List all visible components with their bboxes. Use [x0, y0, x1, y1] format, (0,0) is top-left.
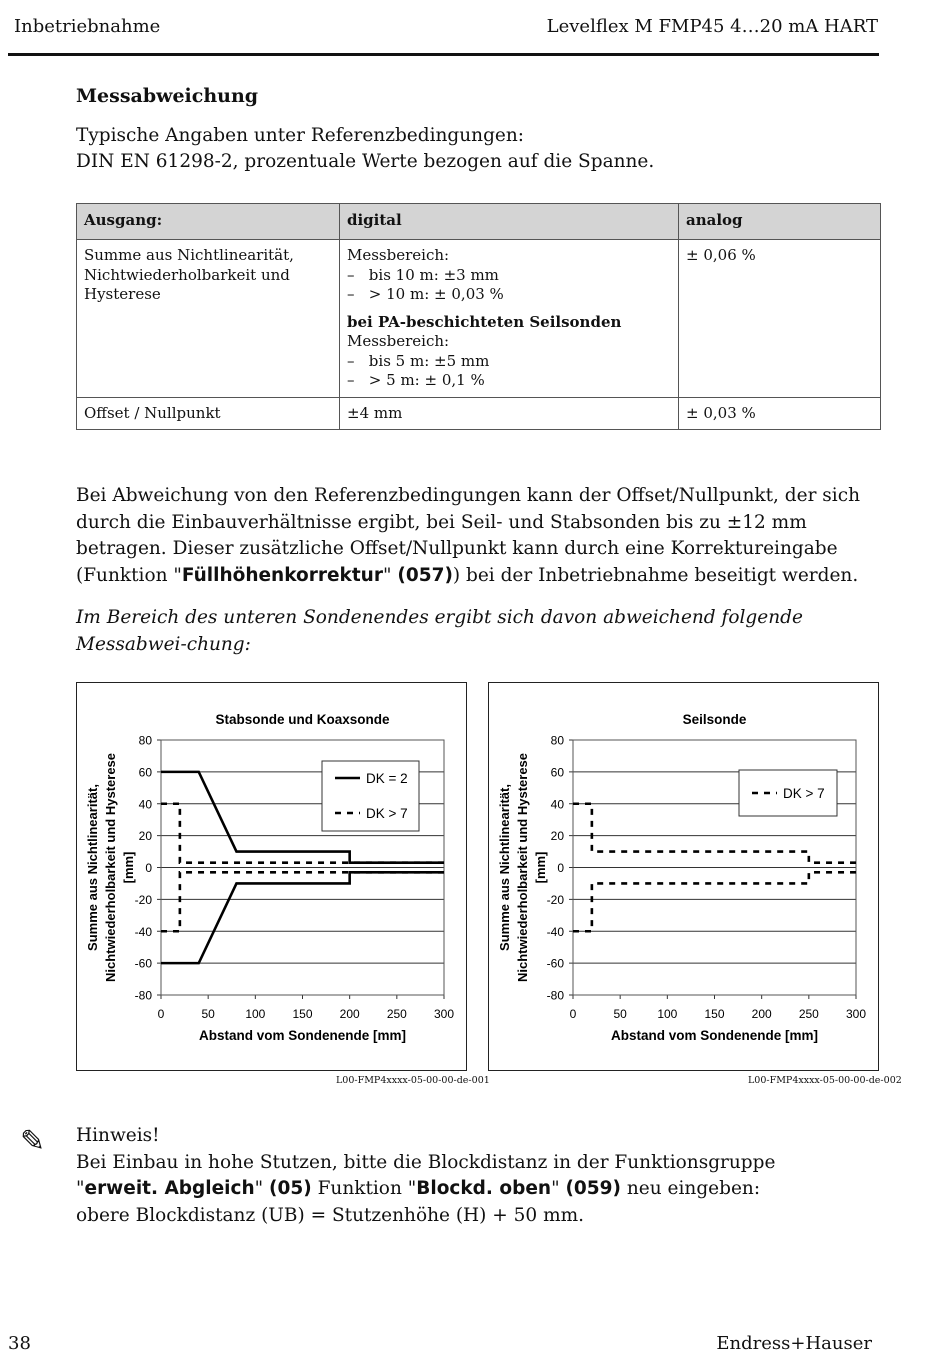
group-name: erweit. Abgleich — [84, 1178, 255, 1199]
y-axis-label-line: [mm] — [121, 851, 136, 884]
header-section-title: Inbetriebnahme — [14, 16, 161, 37]
y-tick-label: 0 — [145, 861, 152, 875]
table-cell-analog: ± 0,06 % — [679, 240, 881, 398]
note-block — [76, 1123, 896, 1229]
digital-line: Messbereich: — [347, 332, 450, 350]
x-tick-label: 250 — [386, 1007, 407, 1021]
function-code: (057) — [397, 564, 453, 586]
intro-line-1: Typische Angaben unter Referenzbedingungen: — [76, 125, 525, 146]
x-tick-label: 50 — [201, 1007, 215, 1021]
note-line: Bei Einbau in hohe Stutzen, bitte die Blockdistanz in der Funktionsgruppe — [76, 1151, 776, 1173]
y-tick-label: 40 — [550, 797, 564, 812]
y-axis-label-line: Nichtwiederholbarkeit und Hysterese — [515, 752, 530, 983]
y-axis-label-line: Nichtwiederholbarkeit und Hysterese — [103, 752, 118, 983]
intro-text — [76, 123, 876, 175]
y-tick-label: 60 — [550, 765, 564, 780]
x-tick-label: 100 — [657, 1007, 678, 1021]
y-axis-label-line: Summe aus Nichtlinearität, — [497, 784, 512, 951]
x-tick-label: 50 — [613, 1007, 627, 1021]
table-header-row — [77, 204, 881, 240]
chart-rope — [488, 682, 879, 1071]
digital-line: – > 10 m: ± 0,03 % — [347, 285, 504, 303]
pencil-icon: ✎ — [20, 1124, 46, 1159]
header-divider — [8, 53, 879, 56]
table-header-analog: analog — [679, 204, 881, 240]
x-tick-label: 200 — [339, 1007, 360, 1021]
table-cell-digital — [340, 240, 679, 398]
y-tick-label: -80 — [134, 988, 152, 1003]
page-number: 38 — [8, 1333, 31, 1354]
footer-brand: Endress+Hauser — [716, 1333, 872, 1354]
x-axis-label: Abstand vom Sondenende [mm] — [610, 1028, 819, 1043]
x-tick-label: 100 — [245, 1007, 266, 1021]
function-name: Füllhöhenkorrektur — [181, 564, 383, 586]
legend-label: DK > 7 — [366, 806, 408, 821]
x-tick-label: 0 — [569, 1007, 577, 1021]
figure-caption: L00-FMP4xxxx-05-00-00-de-001 — [336, 1075, 490, 1086]
note-line — [76, 1176, 896, 1203]
pa-coated-title: bei PA-beschichteten Seilsonden — [347, 312, 622, 331]
table-header-digital: digital — [340, 204, 679, 240]
y-tick-label: -60 — [134, 956, 152, 971]
chart-title: Stabsonde und Koaxsonde — [215, 712, 390, 727]
x-tick-label: 250 — [798, 1007, 819, 1021]
y-tick-label: 40 — [138, 797, 152, 812]
header-product-title: Levelflex M FMP45 4…20 mA HART — [546, 16, 878, 37]
chart-rod-coax — [76, 682, 467, 1071]
y-tick-label: -40 — [546, 924, 564, 939]
paragraph-text: Bei Abweichung von den Referenzbedingungen kann der Offset/Nullpunkt, der sich durch die Einbauverhältnisse ergibt, bei Seil- und Stabsonden bis zu ±12 mm betragen. Dieser zusätzliche Offset/Nullpunkt kann durch eine Korrektureingabe (Funktion " — [76, 485, 860, 586]
x-tick-label: 150 — [292, 1007, 313, 1021]
quote: " — [551, 1178, 566, 1199]
series-line-dk-7-lower — [161, 872, 444, 931]
y-tick-label: 80 — [550, 733, 564, 748]
accuracy-table — [76, 203, 881, 430]
figure-caption: L00-FMP4xxxx-05-00-00-de-002 — [748, 1075, 902, 1086]
digital-line: – bis 10 m: ±3 mm — [347, 265, 499, 284]
chart-rope-svg — [489, 683, 878, 1070]
digital-line: – > 5 m: ± 0,1 % — [347, 371, 485, 389]
y-tick-label: -80 — [546, 988, 564, 1003]
function-code: (059) — [565, 1178, 621, 1199]
intro-line-2: DIN EN 61298-2, prozentuale Werte bezogen auf die Spanne. — [76, 151, 655, 172]
series-line-dk-2-lower — [161, 872, 444, 963]
table-cell-digital: ±4 mm — [340, 397, 679, 430]
chart-title: Seilsonde — [682, 712, 747, 727]
x-axis-label: Abstand vom Sondenende [mm] — [198, 1028, 407, 1043]
probe-end-paragraph: Im Bereich des unteren Sondenendes ergibt sich davon abweichend folgende Messabwei-chung: — [76, 607, 803, 655]
y-tick-label: 80 — [138, 733, 152, 748]
x-tick-label: 0 — [157, 1007, 165, 1021]
y-tick-label: 20 — [138, 829, 152, 844]
y-tick-label: -20 — [134, 892, 152, 907]
section-heading: Messabweichung — [76, 85, 259, 107]
y-axis-label-line: Summe aus Nichtlinearität, — [85, 784, 100, 951]
quote-close: " — [382, 564, 398, 586]
y-tick-label: 0 — [557, 861, 564, 875]
x-tick-label: 200 — [751, 1007, 772, 1021]
quote: " — [254, 1178, 270, 1199]
y-tick-label: 20 — [550, 829, 564, 844]
table-row — [77, 240, 881, 398]
y-tick-label: -60 — [546, 956, 564, 971]
y-tick-label: -40 — [134, 924, 152, 939]
paragraph-text: ) bei der Inbetriebnahme beseitigt werden. — [452, 564, 859, 586]
y-tick-label: -20 — [546, 892, 564, 907]
note-text: Funktion " — [311, 1178, 417, 1199]
x-tick-label: 150 — [704, 1007, 725, 1021]
digital-line: Messbereich: — [347, 246, 450, 264]
chart-rod-coax-svg — [77, 683, 466, 1070]
note-line: obere Blockdistanz (UB) = Stutzenhöhe (H) + 50 mm. — [76, 1204, 585, 1226]
x-tick-label: 300 — [433, 1007, 455, 1021]
y-tick-label: 60 — [138, 765, 152, 780]
function-name: Blockd. oben — [416, 1178, 552, 1199]
table-cell-label: Summe aus Nichtlinearität, Nichtwiederholbarkeit und Hysterese — [77, 240, 340, 398]
table-row — [77, 397, 881, 430]
table-cell-label: Offset / Nullpunkt — [77, 397, 340, 430]
digital-line: – bis 5 m: ±5 mm — [347, 351, 490, 370]
quote: " — [76, 1178, 85, 1199]
x-tick-label: 300 — [845, 1007, 867, 1021]
y-axis-label-line: [mm] — [533, 851, 548, 884]
note-text: neu eingeben: — [621, 1178, 761, 1199]
table-header-output: Ausgang: — [77, 204, 340, 240]
table-cell-analog: ± 0,03 % — [679, 397, 881, 430]
legend-label: DK = 2 — [366, 771, 408, 786]
offset-paragraph — [76, 483, 886, 589]
note-title: Hinweis! — [76, 1125, 160, 1146]
legend-label: DK > 7 — [783, 786, 825, 801]
series-line-dk-7-lower — [573, 872, 856, 931]
group-code: (05) — [269, 1178, 312, 1199]
